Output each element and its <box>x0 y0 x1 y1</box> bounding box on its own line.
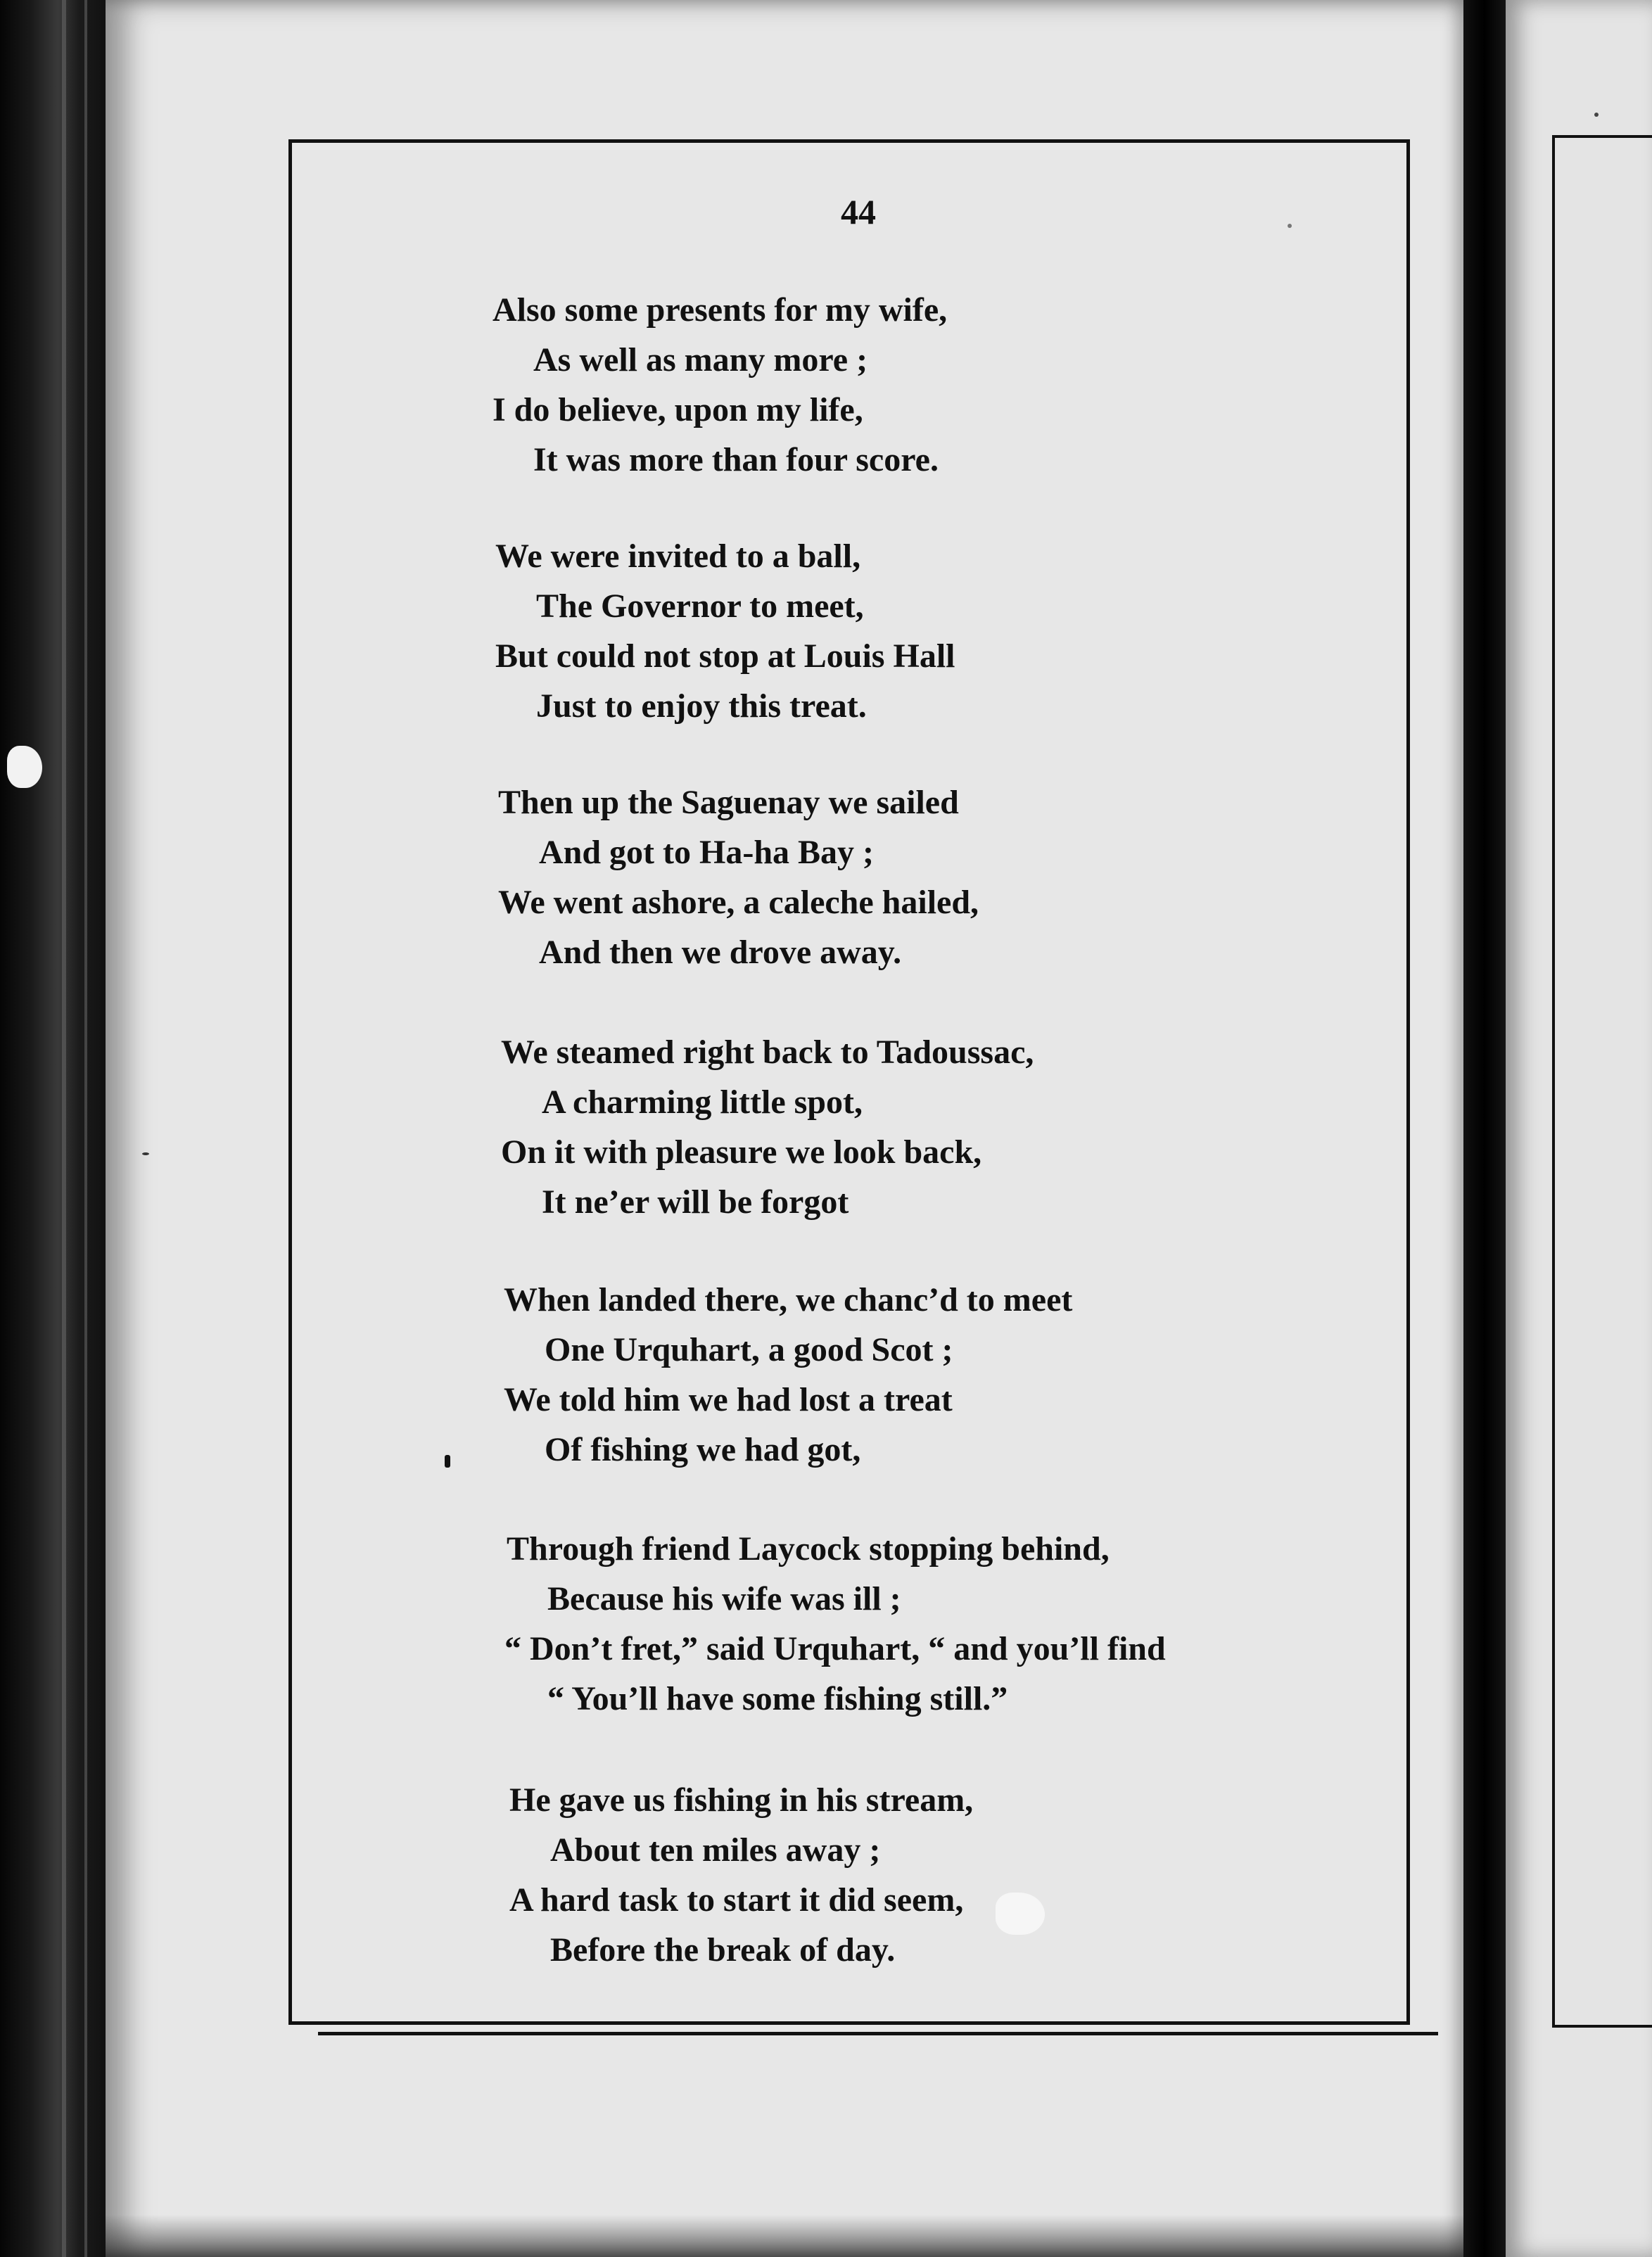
poem-line: He gave us fishing in his stream, <box>509 1781 974 1819</box>
poem-line: About ten miles away ; <box>550 1831 881 1869</box>
facing-page-edge <box>1506 0 1652 2257</box>
stanza <box>504 1524 1166 1724</box>
poem-line: Because his wife was ill ; <box>547 1580 901 1617</box>
stanza <box>509 1775 973 1975</box>
poem-line: The Governor to meet, <box>536 587 864 625</box>
poem-line: Also some presents for my wife, <box>493 291 948 329</box>
poem-line: I do believe, upon my life, <box>493 391 863 428</box>
facing-page-frame <box>1552 135 1652 2028</box>
poem-line: We steamed right back to Tadoussac, <box>501 1034 1034 1071</box>
page-border-underline <box>318 2032 1438 2035</box>
poem-line: Of fishing we had got, <box>545 1431 861 1468</box>
poem-line: And got to Ha-ha Bay ; <box>539 834 875 871</box>
poem-line: Through friend Laycock stopping behind, <box>507 1530 1110 1568</box>
ink-speck <box>445 1455 450 1468</box>
poem-line: As well as many more ; <box>533 341 868 379</box>
poem-line: Just to enjoy this treat. <box>536 687 867 725</box>
poem-line: A charming little spot, <box>542 1083 863 1121</box>
page-shadow <box>106 2215 1463 2257</box>
poem-line: It was more than four score. <box>533 441 939 478</box>
ink-speck <box>142 1152 149 1155</box>
page-edge-streak <box>62 0 66 2257</box>
poem-line: And then we drove away. <box>539 934 902 971</box>
poem-line: On it with pleasure we look back, <box>501 1133 982 1171</box>
page-number: 44 <box>841 192 876 231</box>
poem-line: “ Don’t fret,” said Urquhart, “ and you’ll find <box>504 1630 1166 1667</box>
stanza <box>495 531 955 731</box>
poem-line: Before the break of day. <box>550 1931 896 1969</box>
poem-line: But could not stop at Louis Hall <box>495 637 955 675</box>
poem-line: We told him we had lost a treat <box>504 1381 953 1418</box>
poem-line: “ You’ll have some fishing still.” <box>547 1680 1008 1717</box>
book-spine-edge <box>0 0 106 2257</box>
stanza <box>501 1027 1034 1227</box>
poem-line: We were invited to a ball, <box>495 538 861 575</box>
poem-line: A hard task to start it did seem, <box>509 1881 964 1919</box>
stanza <box>504 1275 1072 1475</box>
poem-line: We went ashore, a caleche hailed, <box>498 884 979 921</box>
poem-line: When landed there, we chanc’d to meet <box>504 1281 1073 1318</box>
ink-speck <box>1288 224 1292 228</box>
poem-line: It ne’er will be forgot <box>542 1183 849 1221</box>
stanza <box>498 777 979 977</box>
poem-line: Then up the Saguenay we sailed <box>498 784 959 821</box>
book-gutter <box>1463 0 1506 2257</box>
page-edge-streak <box>84 0 87 2257</box>
paper-blemish <box>7 746 42 788</box>
paper-blemish <box>996 1893 1045 1935</box>
poem-line: One Urquhart, a good Scot ; <box>545 1331 953 1368</box>
stanza <box>493 285 947 485</box>
ink-speck <box>1594 113 1599 117</box>
